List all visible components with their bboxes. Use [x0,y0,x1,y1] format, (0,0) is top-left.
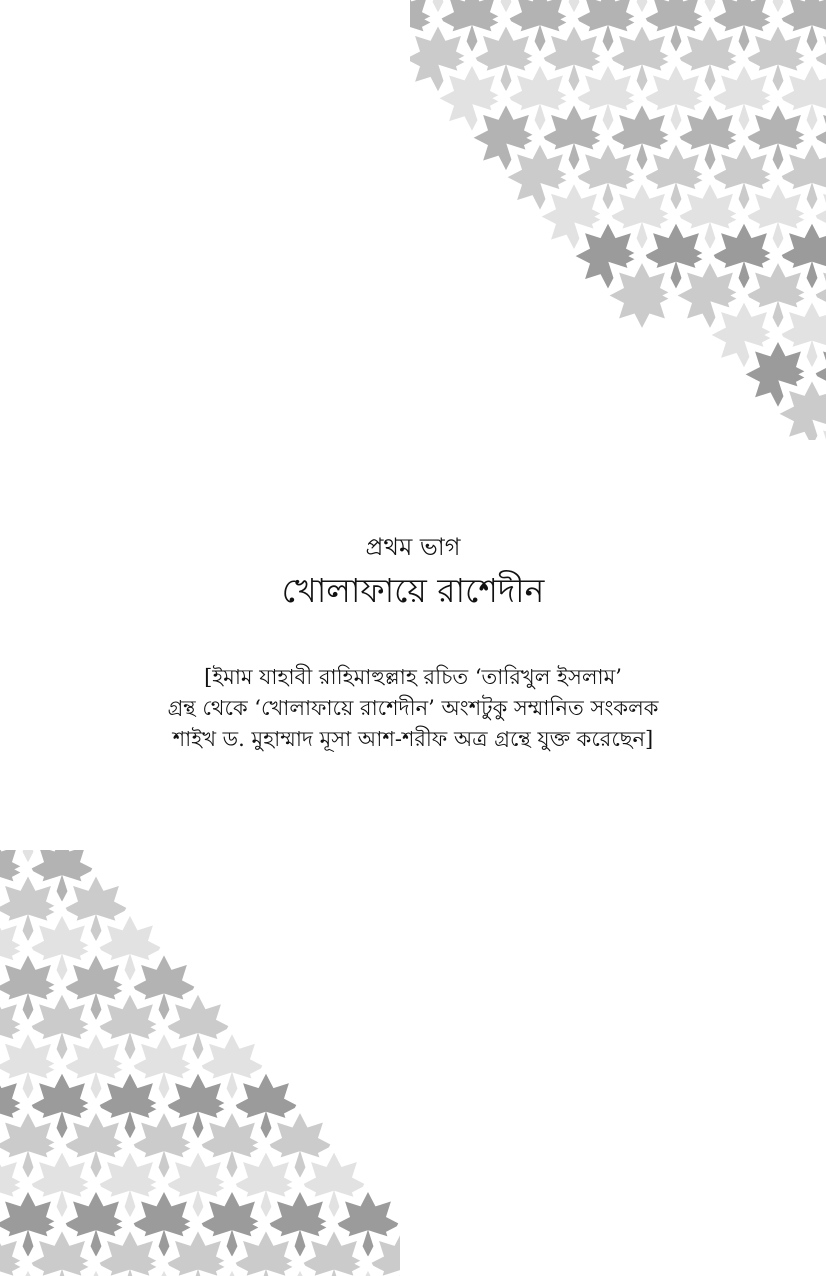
part-label: প্রথম ভাগ [365,533,461,561]
star-pattern-graphic [410,0,826,440]
section-title: খোলাফায়ে রাশেদীন [281,571,545,610]
compiler-note [103,662,723,755]
note-line: গ্রন্থ থেকে ‘খোলাফায়ে রাশেদীন’ অংশটুকু সম্মানিত সংকলক [167,696,659,720]
decor-star-pattern-bottom-left [0,850,400,1276]
note-line: শাইখ ড. মুহাম্মাদ মূসা আশ-শরীফ অত্র গ্রন্থে যুক্ত করেছেন] [172,727,654,751]
section-title-block [0,532,826,755]
decor-star-pattern-top-right [410,0,826,440]
note-line: [ইমাম যাহাবী রাহিমাহুল্লাহ রচিত ‘তারিখুল ইসলাম’ [204,665,622,689]
star-pattern-graphic [0,850,400,1276]
